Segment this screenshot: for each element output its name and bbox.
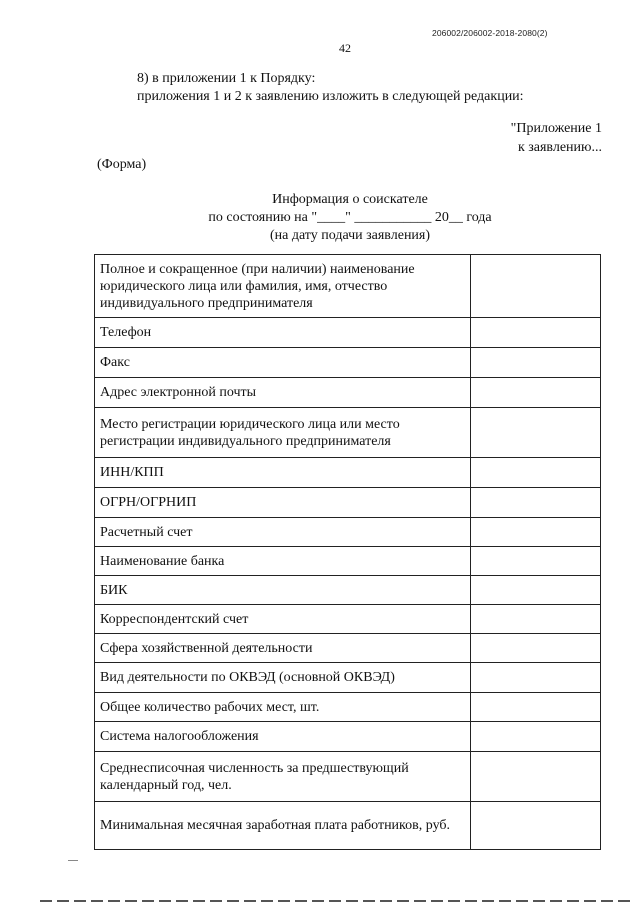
table-row [95,318,601,348]
field-value-cell[interactable] [471,802,601,850]
field-value-cell[interactable] [471,663,601,693]
field-label: Среднесписочная численность за предшествующий календарный год, чел. [95,752,471,802]
table-row [95,634,601,663]
appendix-line-1: "Приложение 1 [510,121,602,136]
field-value-cell[interactable] [471,518,601,547]
field-label: Место регистрации юридического лица или место регистрации индивидуального предпринимателя [95,408,471,458]
field-label: ИНН/КПП [95,458,471,488]
field-label: Сфера хозяйственной деятельности [95,634,471,663]
field-value-cell[interactable] [471,255,601,318]
field-label: Общее количество рабочих мест, шт. [95,693,471,722]
table-row [95,605,601,634]
field-value-cell[interactable] [471,547,601,576]
table-row [95,802,601,850]
field-value-cell[interactable] [471,408,601,458]
field-label: Расчетный счет [95,518,471,547]
table-row [95,378,601,408]
table-row [95,547,601,576]
table-row [95,408,601,458]
table-row [95,518,601,547]
table-row [95,458,601,488]
field-label: Факс [95,348,471,378]
table-row [95,722,601,752]
applicant-info-table [94,254,601,850]
field-label: Корреспондентский счет [95,605,471,634]
field-value-cell[interactable] [471,752,601,802]
margin-mark [68,860,78,861]
table-row [95,488,601,518]
page-number: 42 [339,41,351,55]
field-value-cell[interactable] [471,348,601,378]
field-value-cell[interactable] [471,576,601,605]
table-row [95,348,601,378]
field-value-cell[interactable] [471,378,601,408]
appendix-line-2: к заявлению... [517,140,602,155]
appendix-reference [511,119,602,157]
document-code: 206002/206002-2018-2080(2) [432,28,548,38]
table-row [95,693,601,722]
field-label: Минимальная месячная заработная плата работников, руб. [95,802,471,850]
heading-date-line: по состоянию на "____" ___________ 20__ года [208,210,492,225]
field-label: Телефон [95,318,471,348]
table-row [95,663,601,693]
field-label: ОГРН/ОГРНИП [95,488,471,518]
heading-title: Информация о соискателе [272,192,428,207]
field-label: Система налогообложения [95,722,471,752]
field-value-cell[interactable] [471,318,601,348]
field-label: Адрес электронной почты [95,378,471,408]
table-row [95,752,601,802]
field-value-cell[interactable] [471,605,601,634]
page-bottom-edge [40,900,630,902]
intro-line-2: приложения 1 и 2 к заявлению изложить в следующей редакции: [137,89,524,104]
field-label: БИК [95,576,471,605]
form-heading [0,191,640,245]
field-value-cell[interactable] [471,488,601,518]
field-value-cell[interactable] [471,722,601,752]
field-label: Вид деятельности по ОКВЭД (основной ОКВЭД) [95,663,471,693]
table-row [95,255,601,318]
field-value-cell[interactable] [471,634,601,663]
field-value-cell[interactable] [471,693,601,722]
field-value-cell[interactable] [471,458,601,488]
heading-note: (на дату подачи заявления) [269,228,431,243]
field-label: Полное и сокращенное (при наличии) наименование юридического лица или фамилия, имя, отчество индивидуального предпринимателя [95,255,471,318]
intro-line-1: 8) в приложении 1 к Порядку: [137,71,316,86]
intro-text [137,70,524,106]
table-row [95,576,601,605]
field-label: Наименование банка [95,547,471,576]
form-label: (Форма) [97,157,147,172]
